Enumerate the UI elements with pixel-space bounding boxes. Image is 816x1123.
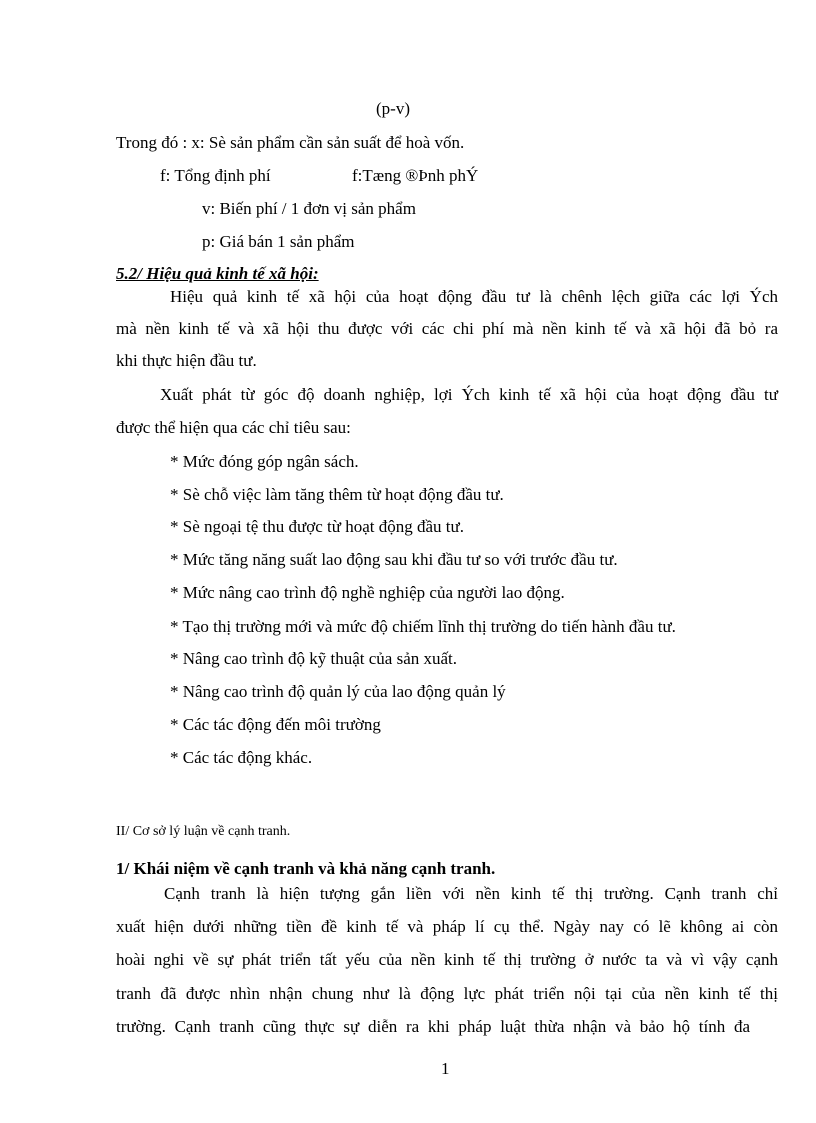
paragraph-line: mà nền kinh tế và xã hội thu được với các chi phí mà nền kinh tế và xã hội đã bỏ ra xyxy=(116,319,778,338)
bullet-item: * Mức đóng góp ngân sách. xyxy=(170,452,359,471)
paragraph-line: được thể hiện qua các chỉ tiêu sau: xyxy=(116,418,351,437)
bullet-item: * Mức nâng cao trình độ nghề nghiệp của người lao động. xyxy=(170,583,565,602)
paragraph-line: Cạnh tranh là hiện tượng gắn liền với nền kinh tế thị trường. Cạnh tranh chỉ xyxy=(164,884,778,903)
bullet-item: * Nâng cao trình độ kỹ thuật của sản xuất. xyxy=(170,649,458,668)
bullet-item: * Sè ngoại tệ thu được từ hoạt động đầu tư. xyxy=(170,517,464,536)
formula-f-right: f:Tæng ®Þnh phÝ xyxy=(352,166,479,185)
page-number: 1 xyxy=(441,1059,450,1078)
bullet-item: * Tạo thị trường mới và mức độ chiếm lĩnh thị trường do tiến hành đầu tư. xyxy=(170,617,676,636)
formula-f-left: f: Tổng định phí xyxy=(160,166,271,185)
section-heading-1: 1/ Khái niệm về cạnh tranh và khả năng cạnh tranh. xyxy=(116,859,496,878)
formula-where-line: Trong đó : x: Sè sản phẩm cần sản suất để hoà vốn. xyxy=(116,133,465,152)
bullet-item: * Mức tăng năng suất lao động sau khi đầu tư so với trước đầu tư. xyxy=(170,550,618,569)
formula-denominator: (p-v) xyxy=(376,99,410,118)
paragraph-line: Hiệu quả kinh tế xã hội của hoạt động đầu tư là chênh lệch giữa các lợi Ých xyxy=(170,287,778,306)
paragraph-line: xuất hiện dưới những tiền đề kinh tế và pháp lí cụ thể. Ngày nay có lẽ không ai còn xyxy=(116,917,778,936)
paragraph-line: Xuất phát từ góc độ doanh nghiệp, lợi Ých kinh tế xã hội của hoạt động đầu tư xyxy=(160,385,778,404)
bullet-item: * Các tác động đến môi trường xyxy=(170,715,381,734)
formula-p-line: p: Giá bán 1 sản phẩm xyxy=(202,232,355,251)
section-heading-II: II/ Cơ sở lý luận về cạnh tranh. xyxy=(116,824,291,839)
paragraph-line: tranh đã được nhìn nhận chung như là động lực phát triển nội tại của nền kinh tế thị xyxy=(116,984,778,1003)
bullet-item: * Nâng cao trình độ quản lý của lao động quản lý xyxy=(170,682,506,701)
section-heading-5-2: 5.2/ Hiệu quả kinh tế xã hội: xyxy=(116,264,319,283)
formula-v-line: v: Biến phí / 1 đơn vị sản phẩm xyxy=(202,199,416,218)
bullet-item: * Sè chỗ việc làm tăng thêm từ hoạt động đầu tư. xyxy=(170,485,504,504)
bullet-item: * Các tác động khác. xyxy=(170,748,313,767)
paragraph-line: khi thực hiện đầu tư. xyxy=(116,351,257,370)
paragraph-line: hoài nghi về sự phát triển tất yếu của nền kinh tế thị trường ở nước ta và vì vậy cạnh xyxy=(116,950,778,969)
paragraph-line: trường. Cạnh tranh cũng thực sự diễn ra khi pháp luật thừa nhận và bảo hộ tính đa xyxy=(116,1017,750,1036)
